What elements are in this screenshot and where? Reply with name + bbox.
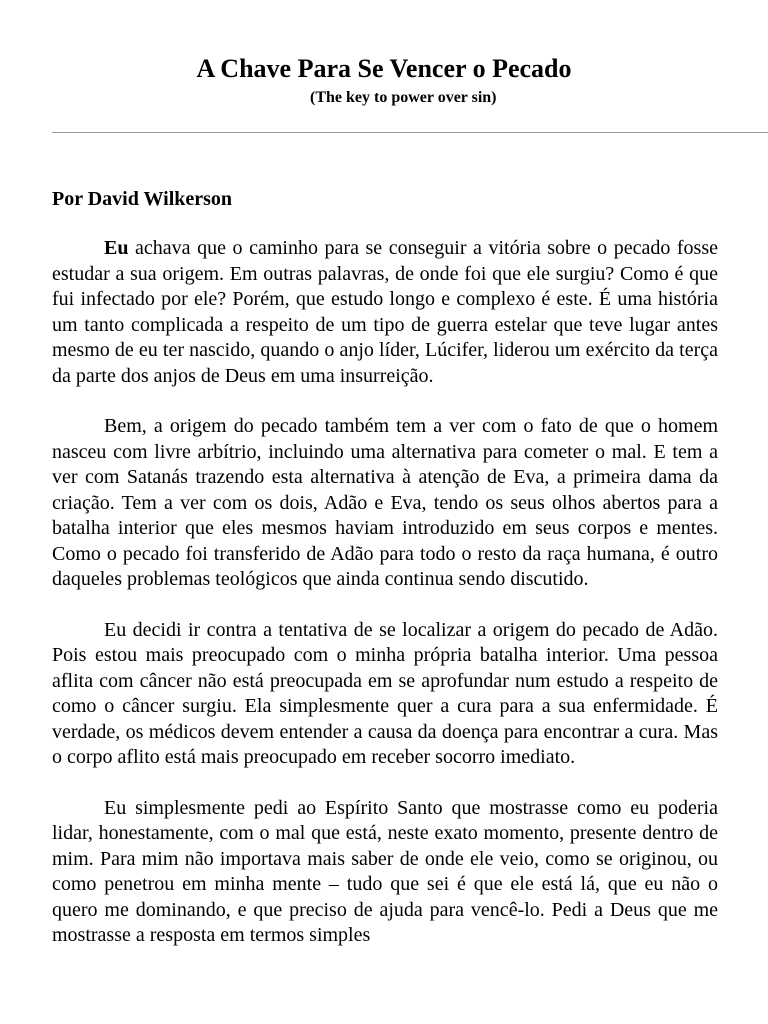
- paragraph-text: Bem, a origem do pecado também tem a ver com o fato de que o homem nasceu com livre arbítrio, incluindo uma alternativa para cometer o mal. E tem a ver com Satanás trazendo esta alternativa à atenção de Eva, a primeira dama da criação. Tem a ver com os dois, Adão e Eva, tendo os seus olhos abertos para a batalha interior que eles mesmos haviam introduzido em seus corpos e mentes. Como o pecado foi transferido de Adão para todo o resto da raça humana, é outro daqueles problemas teológicos que ainda continua sendo discutido.: [52, 415, 718, 590]
- paragraph-text: achava que o caminho para se conseguir a vitória sobre o pecado fosse estudar a sua origem. Em outras palavras, de onde foi que ele surgiu? Como é que fui infectado por ele? Porém, que estudo longo e complexo é este. É uma história um tanto complicada a respeito de um tipo de guerra estelar que teve lugar antes mesmo de eu ter nascido, quando o anjo líder, Lúcifer, liderou um exército da terça da parte dos anjos de Deus em uma insurreição.: [52, 237, 718, 387]
- document-subtitle: (The key to power over sin): [310, 89, 497, 106]
- horizontal-divider: [52, 132, 768, 133]
- author-byline: Por David Wilkerson: [52, 188, 233, 210]
- paragraph-text: Eu decidi ir contra a tentativa de se localizar a origem do pecado de Adão. Pois estou mais preocupado com o minha própria batalha interior. Uma pessoa aflita com câncer não está preocupada em se aprofundar num estudo a respeito de como o câncer surgiu. Ela simplesmente quer a cura para a sua enfermidade. É verdade, os médicos devem entender a causa da doença para encontrar a cura. Mas o corpo aflito está mais preocupado em receber socorro imediato.: [52, 618, 718, 768]
- paragraph: [52, 236, 718, 389]
- paragraph: [52, 414, 718, 593]
- article-body: [52, 236, 718, 974]
- paragraph: [52, 618, 718, 771]
- paragraph-text: Eu simplesmente pedi ao Espírito Santo que mostrasse como eu poderia lidar, honestamente, com o mal que está, neste exato momento, presente dentro de mim. Para mim não importava mais saber de onde ele veio, como se originou, ou como penetrou em minha mente – tudo que sei é que ele está lá, que eu não o quero me dominando, e que preciso de ajuda para vencê-lo. Pedi a Deus que me mostrasse a resposta em termos simples: [52, 796, 718, 946]
- document-title: A Chave Para Se Vencer o Pecado: [196, 54, 572, 83]
- paragraph-lead-word: Eu: [104, 237, 129, 259]
- paragraph: [52, 796, 718, 949]
